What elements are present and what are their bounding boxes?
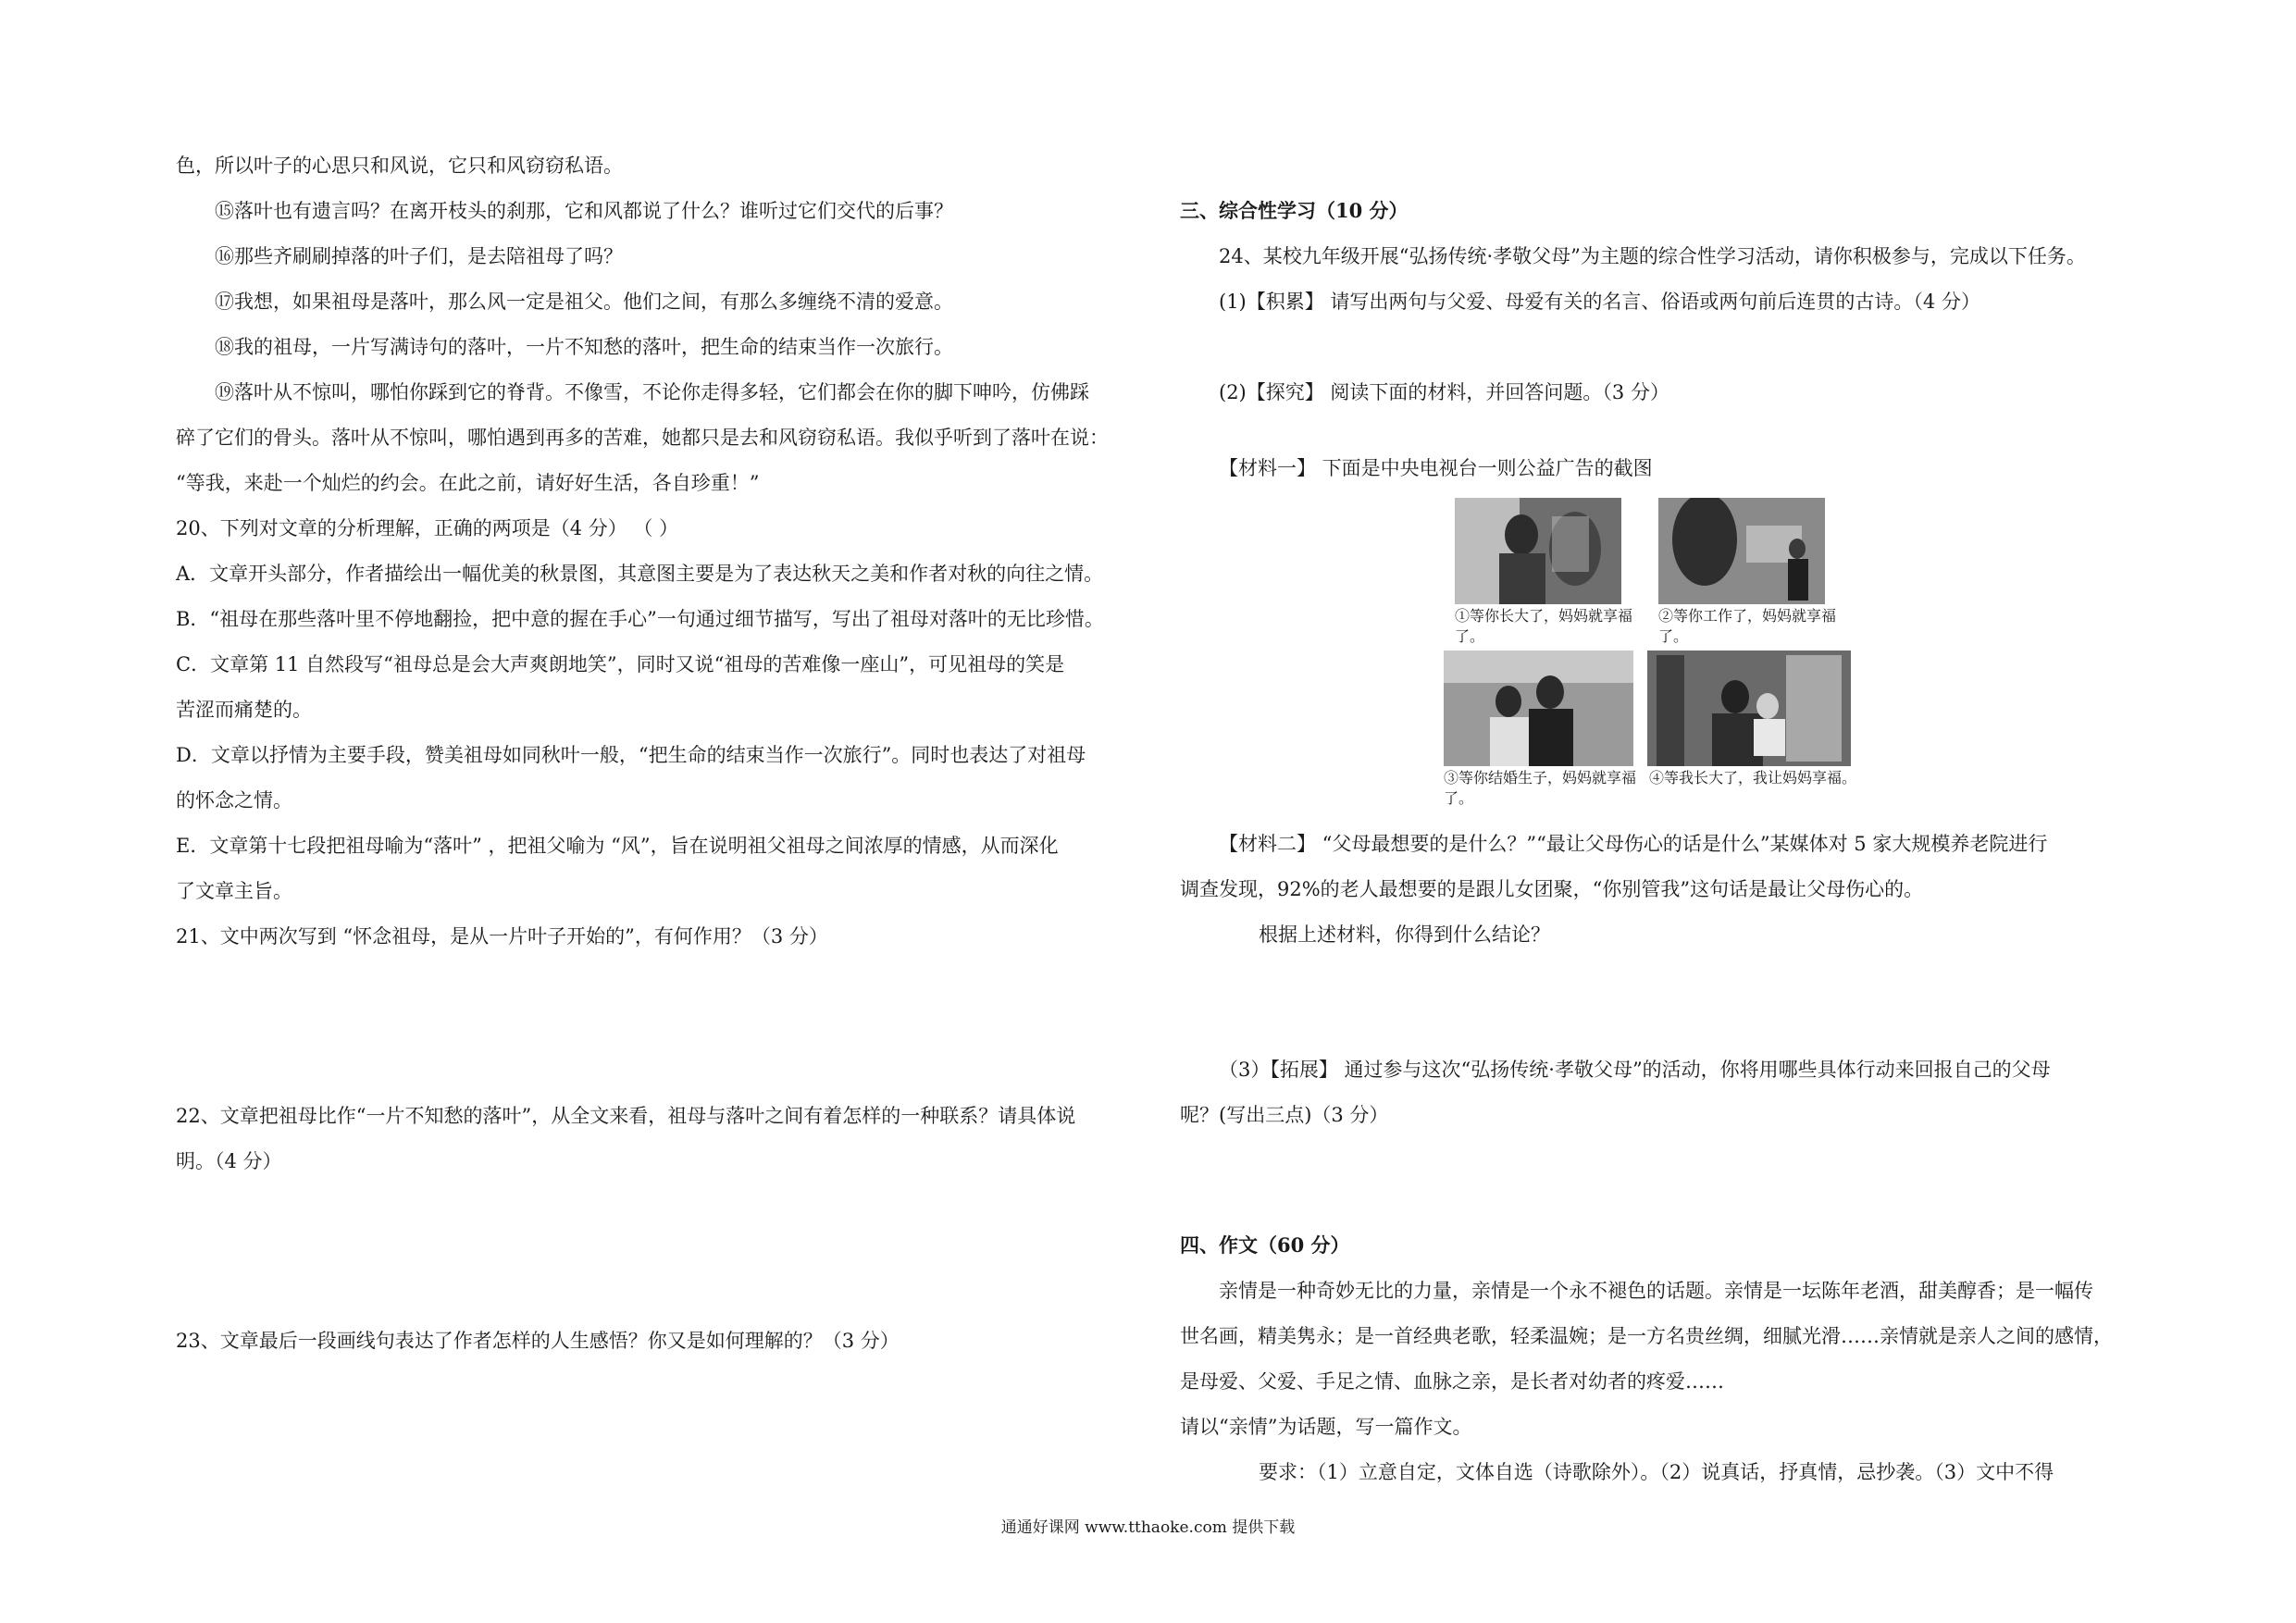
section-4-title: 四、作文（60 分）	[1180, 1233, 1350, 1257]
question-22: 22、文章把祖母比作“一片不知愁的落叶”，从全文来看，祖母与落叶之间有着怎样的一种联系？请具体说	[176, 1105, 1076, 1127]
caption-3: ③等你结婚生子，妈妈就享福了。	[1444, 769, 1637, 807]
question-23: 23、文章最后一段画线句表达了作者怎样的人生感悟？你又是如何理解的？（3 分）	[176, 1330, 900, 1352]
task-2: (2)【探究】 阅读下面的材料，并回答问题。（3 分）	[1219, 381, 1669, 403]
section-3-title: 三、综合性学习（10 分）	[1180, 199, 1409, 222]
ad-screenshot-3	[1444, 650, 1633, 766]
text-line: ⑰我想，如果祖母是落叶，那么风一定是祖父。他们之间，有那么多缠绕不清的爱意。	[215, 291, 953, 313]
option-a: A．文章开头部分，作者描绘出一幅优美的秋景图，其意图主要是为了表达秋天之美和作者对秋的向往之情。	[176, 563, 1104, 585]
text-line: ⑲落叶从不惊叫，哪怕你踩到它的脊背。不像雪，不论你走得多轻，它们都会在你的脚下呻吟，仿佛踩	[215, 381, 1089, 403]
question-21: 21、文中两次写到 “怀念祖母，是从一片叶子开始的”，有何作用？（3 分）	[176, 925, 828, 948]
text-line: 碎了它们的骨头。落叶从不惊叫，哪怕遇到再多的苦难，她都只是去和风窃窃私语。我似乎听到了落叶在说：	[176, 427, 1109, 449]
question-20: 20、下列对文章的分析理解，正确的两项是（4 分） （ ）	[176, 517, 679, 539]
caption-2: ②等你工作了，妈妈就享福了。	[1658, 607, 1837, 645]
text-line: ⑱我的祖母，一片写满诗句的落叶，一片不知愁的落叶，把生命的结束当作一次旅行。	[215, 336, 953, 358]
essay-line: 世名画，精美隽永；是一首经典老歌，轻柔温婉；是一方名贵丝绸，细腻光滑……亲情就是亲人之间的感情，	[1180, 1325, 2113, 1347]
conclusion-question: 根据上述材料，你得到什么结论？	[1259, 923, 1550, 946]
option-e-cont: 了文章主旨。	[176, 880, 292, 902]
option-e: E．文章第十七段把祖母喻为“落叶” ，把祖父喻为 “风”，旨在说明祖父祖母之间浓厚的情感，从而深化	[176, 835, 1059, 857]
ad-screenshot-4	[1647, 650, 1851, 766]
option-d: D．文章以抒情为主要手段，赞美祖母如同秋叶一般，“把生命的结束当作一次旅行”。同时也表达了对祖母	[176, 744, 1086, 766]
material-2-line-1: 【材料二】 “父母最想要的是什么？”“最让父母伤心的话是什么”某媒体对 5 家大规模养老院进行	[1219, 833, 2048, 855]
essay-prompt: 请以“亲情”为话题，写一篇作文。	[1180, 1416, 1472, 1438]
caption-1: ①等你长大了，妈妈就享福了。	[1455, 607, 1633, 645]
essay-requirements: 要求：（1）立意自定，文体自选（诗歌除外）。（2）说真话，抒真情，忌抄袭。（3）文中不得	[1259, 1461, 2054, 1483]
text-line: ⑯那些齐刷刷掉落的叶子们，是去陪祖母了吗？	[215, 245, 623, 267]
question-22-cont: 明。（4 分）	[176, 1150, 282, 1172]
option-d-cont: 的怀念之情。	[176, 789, 292, 812]
option-b: B．“祖母在那些落叶里不停地翻捡，把中意的握在手心”一句通过细节描写，写出了祖母对落叶的无比珍惜。	[176, 608, 1104, 630]
text-line: 色，所以叶子的心思只和风说，它只和风窃窃私语。	[176, 155, 623, 177]
text-line: ⑮落叶也有遗言吗？在离开枝头的刹那，它和风都说了什么？谁听过它们交代的后事？	[215, 200, 953, 222]
ad-screenshot-1	[1455, 498, 1621, 604]
caption-4: ④等我长大了，我让妈妈享福。	[1649, 769, 1857, 787]
task-3-line-1: （3）【拓展】 通过参与这次“弘扬传统·孝敬父母”的活动，你将用哪些具体行动来回报自己的父母	[1219, 1059, 2051, 1081]
essay-line: 亲情是一种奇妙无比的力量，亲情是一个永不褪色的话题。亲情是一坛陈年老酒，甜美醇香；是一幅传	[1219, 1280, 2093, 1302]
text-line: “等我，来赴一个灿烂的约会。在此之前，请好好生活，各自珍重！”	[176, 472, 760, 494]
option-c: C．文章第 11 自然段写“祖母总是会大声爽朗地笑”，同时又说“祖母的苦难像一座山”，可见祖母的笑是	[176, 653, 1065, 675]
material-1: 【材料一】 下面是中央电视台一则公益广告的截图	[1219, 457, 1653, 479]
essay-line: 是母爱、父爱、手足之情、血脉之亲，是长者对幼者的疼爱……	[1180, 1370, 1724, 1393]
footer: 通通好课网 www.tthaoke.com 提供下载	[1000, 1518, 1296, 1537]
task-1: (1)【积累】 请写出两句与父爱、母爱有关的名言、俗语或两句前后连贯的古诗。（4 分）	[1219, 291, 1980, 313]
question-24: 24、某校九年级开展“弘扬传统·孝敬父母”为主题的综合性学习活动，请你积极参与，完成以下任务。	[1219, 245, 2086, 267]
ad-screenshots	[1444, 498, 1879, 812]
task-3-line-2: 呢？(写出三点)（3 分）	[1180, 1104, 1389, 1126]
option-c-cont: 苦涩而痛楚的。	[176, 699, 312, 721]
ad-screenshot-2	[1658, 498, 1825, 604]
material-2-line-2: 调查发现，92%的老人最想要的是跟儿女团聚，“你别管我”这句话是最让父母伤心的。	[1180, 878, 1924, 900]
